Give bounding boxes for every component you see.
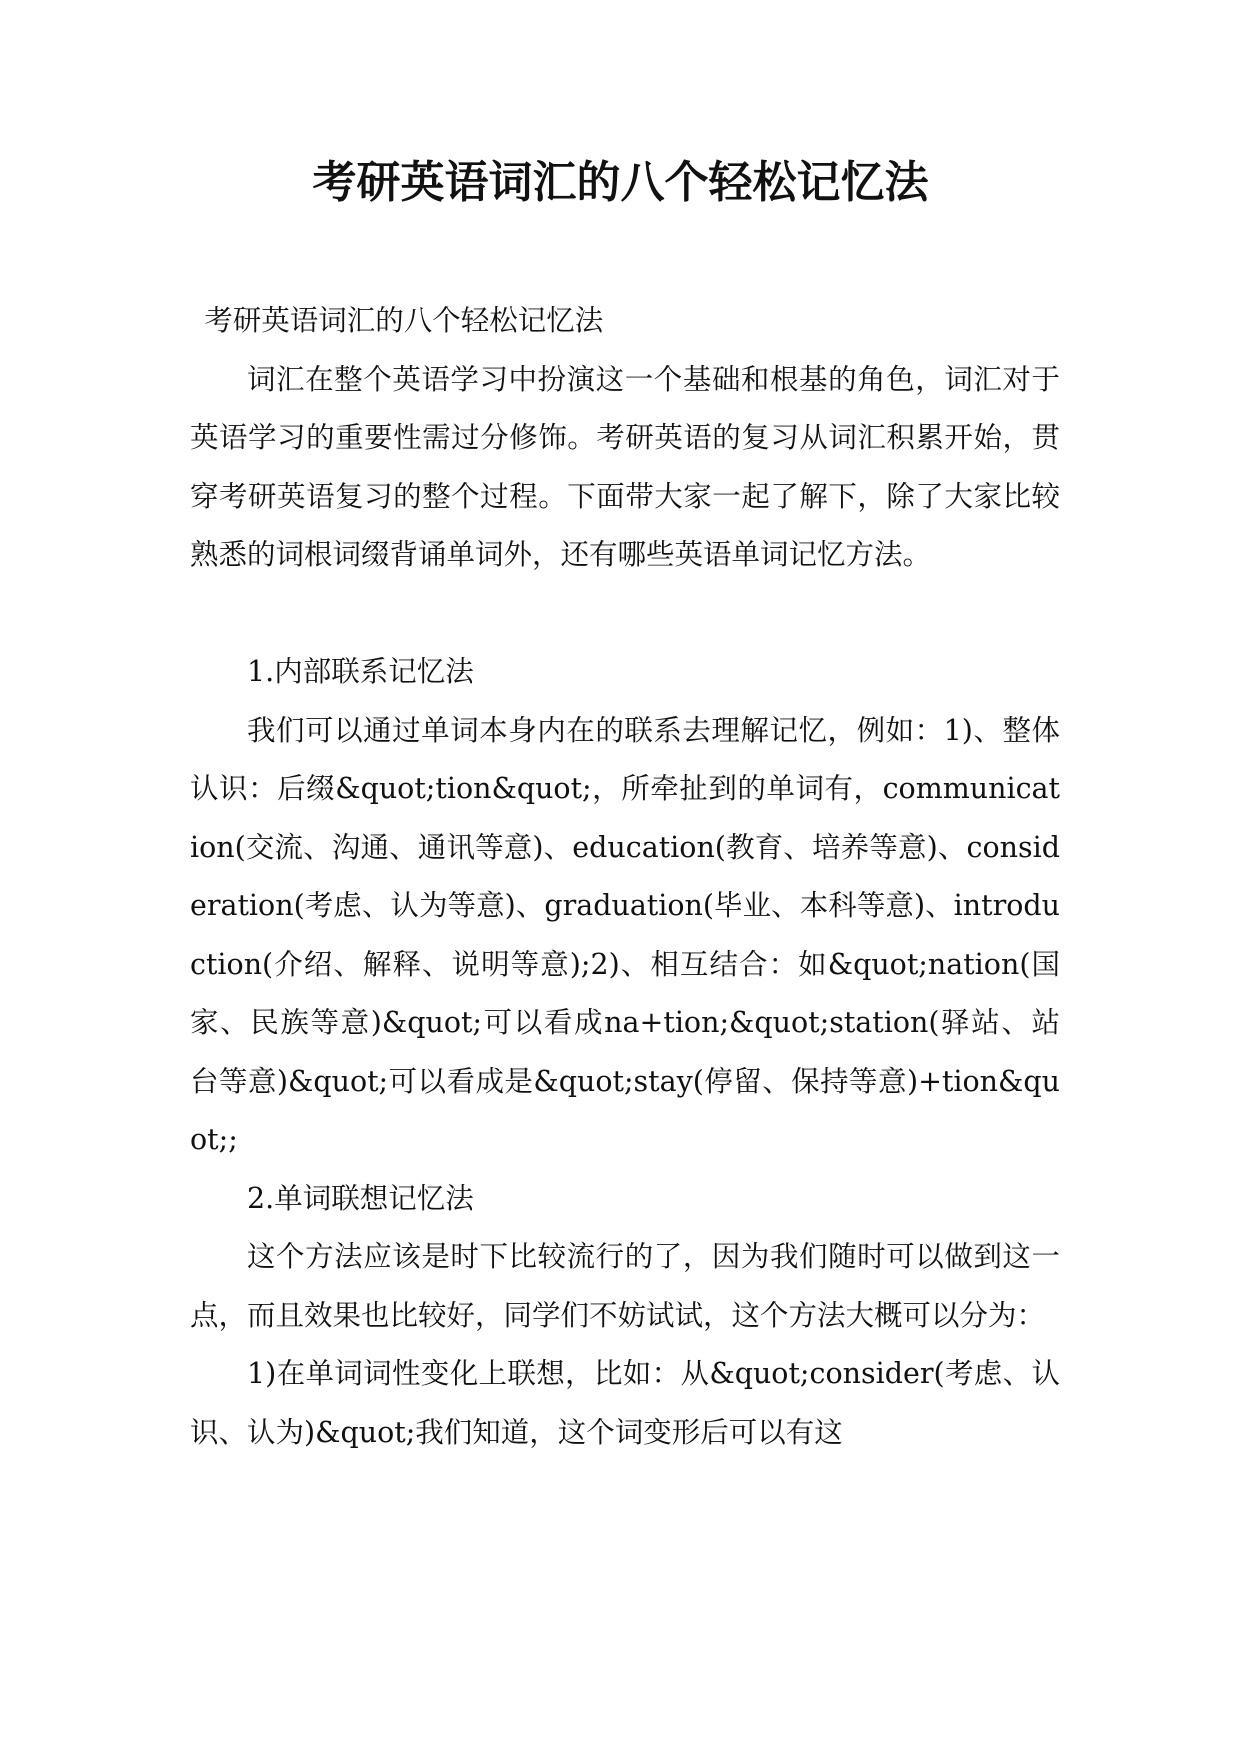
section-2-paragraph: 这个方法应该是时下比较流行的了，因为我们随时可以做到这一点，而且效果也比较好，同学们不妨试试，这个方法大概可以分为：	[190, 1240, 1060, 1332]
section-2-item-1: 1)在单词词性变化上联想，比如：从&quot;consider(考虑、认识、认为)&quot;我们知道，这个词变形后可以有这	[190, 1357, 1060, 1449]
document-subtitle: 考研英语词汇的八个轻松记忆法	[204, 304, 604, 337]
document-body	[190, 292, 1060, 1462]
intro-paragraph: 词汇在整个英语学习中扮演这一个基础和根基的角色，词汇对于英语学习的重要性需过分修饰。考研英语的复习从词汇积累开始，贯穿考研英语复习的整个过程。下面带大家一起了解下，除了大家比较熟悉的词根词缀背诵单词外，还有哪些英语单词记忆方法。	[190, 362, 1060, 571]
section-2-heading: 2.单词联想记忆法	[247, 1181, 474, 1215]
paragraph-gap	[190, 585, 1060, 644]
section-1-paragraph: 我们可以通过单词本身内在的联系去理解记忆，例如：1)、整体认识：后缀&quot;tion&quot;，所牵扯到的单词有，communication(交流、沟通、通讯等意)、education(教育、培养等意)、consideration(考虑、认为等意)、graduation(毕业、本科等意)、introduction(介绍、解释、说明等意);2)、相互结合：如&quot;nation(国家、民族等意)&quot;可以看成na+tion;&quot;station(驿站、站台等意)&quot;可以看成是&quot;stay(停留、保持等意)+tion&quot;;	[190, 713, 1060, 1156]
document-title: 考研英语词汇的八个轻松记忆法	[312, 157, 929, 208]
section-1-heading: 1.内部联系记忆法	[247, 655, 474, 688]
